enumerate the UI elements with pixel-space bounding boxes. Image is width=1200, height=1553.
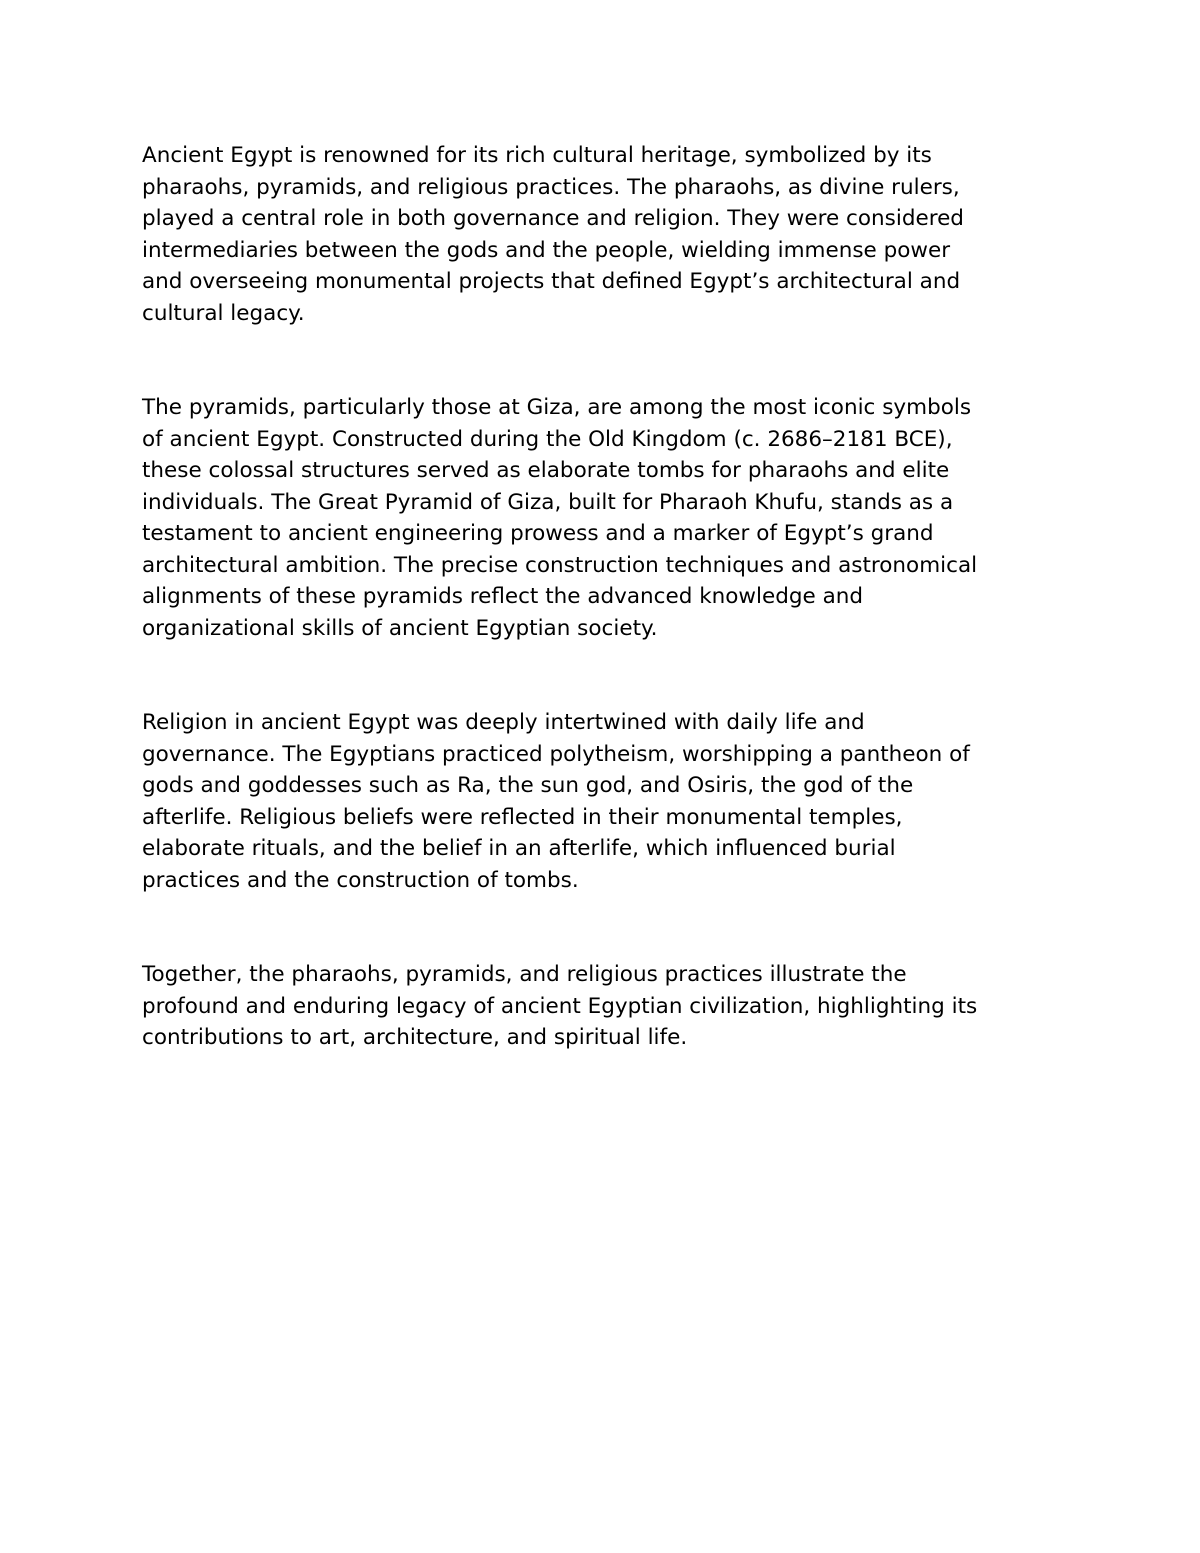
paragraph-conclusion: Together, the pharaohs, pyramids, and religious practices illustrate the profound and enduring legacy of ancient Egyptian civilization, highlighting its contributions to art, architecture, and spiritual life.: [142, 962, 978, 1050]
document-body: [142, 140, 1072, 1054]
paragraph-pharaohs-intro: Ancient Egypt is renowned for its rich cultural heritage, symbolized by its pharaohs, pyramids, and religious practices. The pharaohs, as divine rulers, played a central role in both governance and religion. They were considered intermediaries between the gods and the people, wielding immense power and overseeing monumental projects that defined Egypt’s architectural and cultural legacy.: [142, 143, 964, 326]
paragraph-pyramids: The pyramids, particularly those at Giza, are among the most iconic symbols of ancient Egypt. Constructed during the Old Kingdom (c. 2686–2181 BCE), these colossal structures served as elaborate tombs for pharaohs and elite individuals. The Great Pyramid of Giza, built for Pharaoh Khufu, stands as a testament to ancient engineering prowess and a marker of Egypt’s grand architectural ambition. The precise construction techniques and astronomical alignments of these pyramids reflect the advanced knowledge and organizational skills of ancient Egyptian society.: [142, 395, 978, 641]
paragraph-religion: Religion in ancient Egypt was deeply intertwined with daily life and governance. The Egyptians practiced polytheism, worshipping a pantheon of gods and goddesses such as Ra, the sun god, and Osiris, the god of the afterlife. Religious beliefs were reflected in their monumental temples, elaborate rituals, and the belief in an afterlife, which influenced burial practices and the construction of tombs.: [142, 710, 970, 893]
